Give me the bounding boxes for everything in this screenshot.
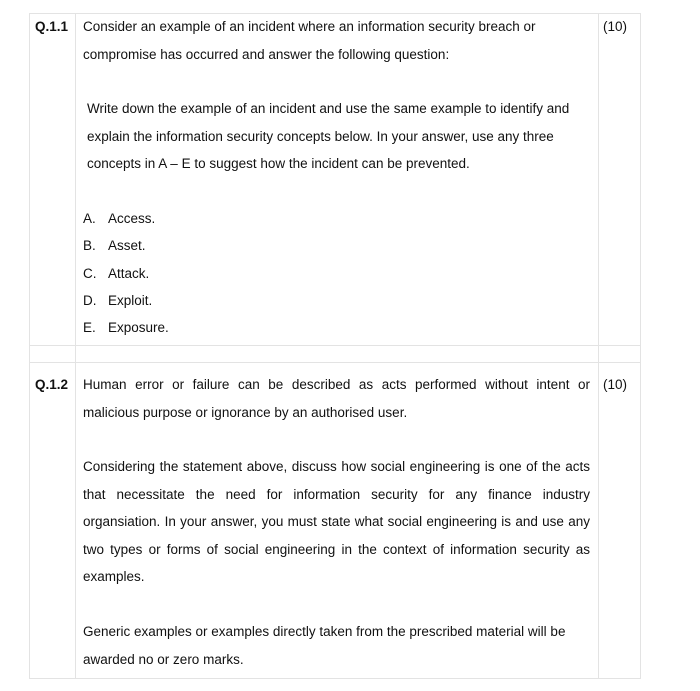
- list-item-text: Exploit.: [108, 292, 153, 308]
- list-item-letter: C.: [83, 265, 97, 281]
- question-marks: (10): [603, 19, 628, 34]
- list-item: [83, 287, 169, 314]
- list-item-text: Exposure.: [108, 320, 169, 336]
- question-discussion: Considering the statement above, discuss how social engineering is one of the acts that necessitate the need for information security for any finance industry organsiation. In your answer, you must state what social engineering is and use any two types or forms of social engineering in the context of information security as examples.: [83, 459, 590, 584]
- table-border-right: [640, 13, 641, 679]
- question-marks: (10): [603, 377, 628, 392]
- row-divider: [29, 345, 641, 346]
- table-border-left: [29, 13, 30, 679]
- concept-list: [83, 205, 169, 341]
- list-item-letter: B.: [83, 238, 96, 254]
- question-intro: Consider an example of an incident where an information security breach or compromise has occurred and answer the following question:: [83, 19, 536, 62]
- list-item-text: Access.: [108, 211, 156, 226]
- column-divider-number: [75, 13, 76, 679]
- list-item: [83, 205, 169, 232]
- column-divider-marks: [598, 13, 599, 679]
- list-item: [83, 314, 169, 341]
- question-instruction: Write down the example of an incident and use the same example to identify and explain the information security concepts below. In your answer, use any three concepts in A – E to suggest how the incident can be prevented.: [87, 101, 570, 171]
- list-item-letter: D.: [83, 292, 97, 308]
- table-border-bottom: [29, 678, 641, 679]
- list-item-letter: E.: [83, 320, 96, 336]
- list-item: [83, 232, 169, 259]
- question-number: Q.1.2: [35, 377, 69, 392]
- question-intro: Human error or failure can be described as acts performed without intent or malicious purpose or ignorance by an authorised user.: [83, 377, 590, 420]
- row-divider: [29, 362, 641, 363]
- list-item: [83, 260, 169, 287]
- question-note: Generic examples or examples directly taken from the prescribed material will be awarded no or zero marks.: [83, 624, 566, 667]
- list-item-letter: A.: [83, 211, 96, 226]
- list-item-text: Attack.: [108, 265, 150, 281]
- list-item-text: Asset.: [108, 238, 146, 254]
- question-number: Q.1.1: [35, 19, 69, 34]
- question-table: [29, 13, 641, 679]
